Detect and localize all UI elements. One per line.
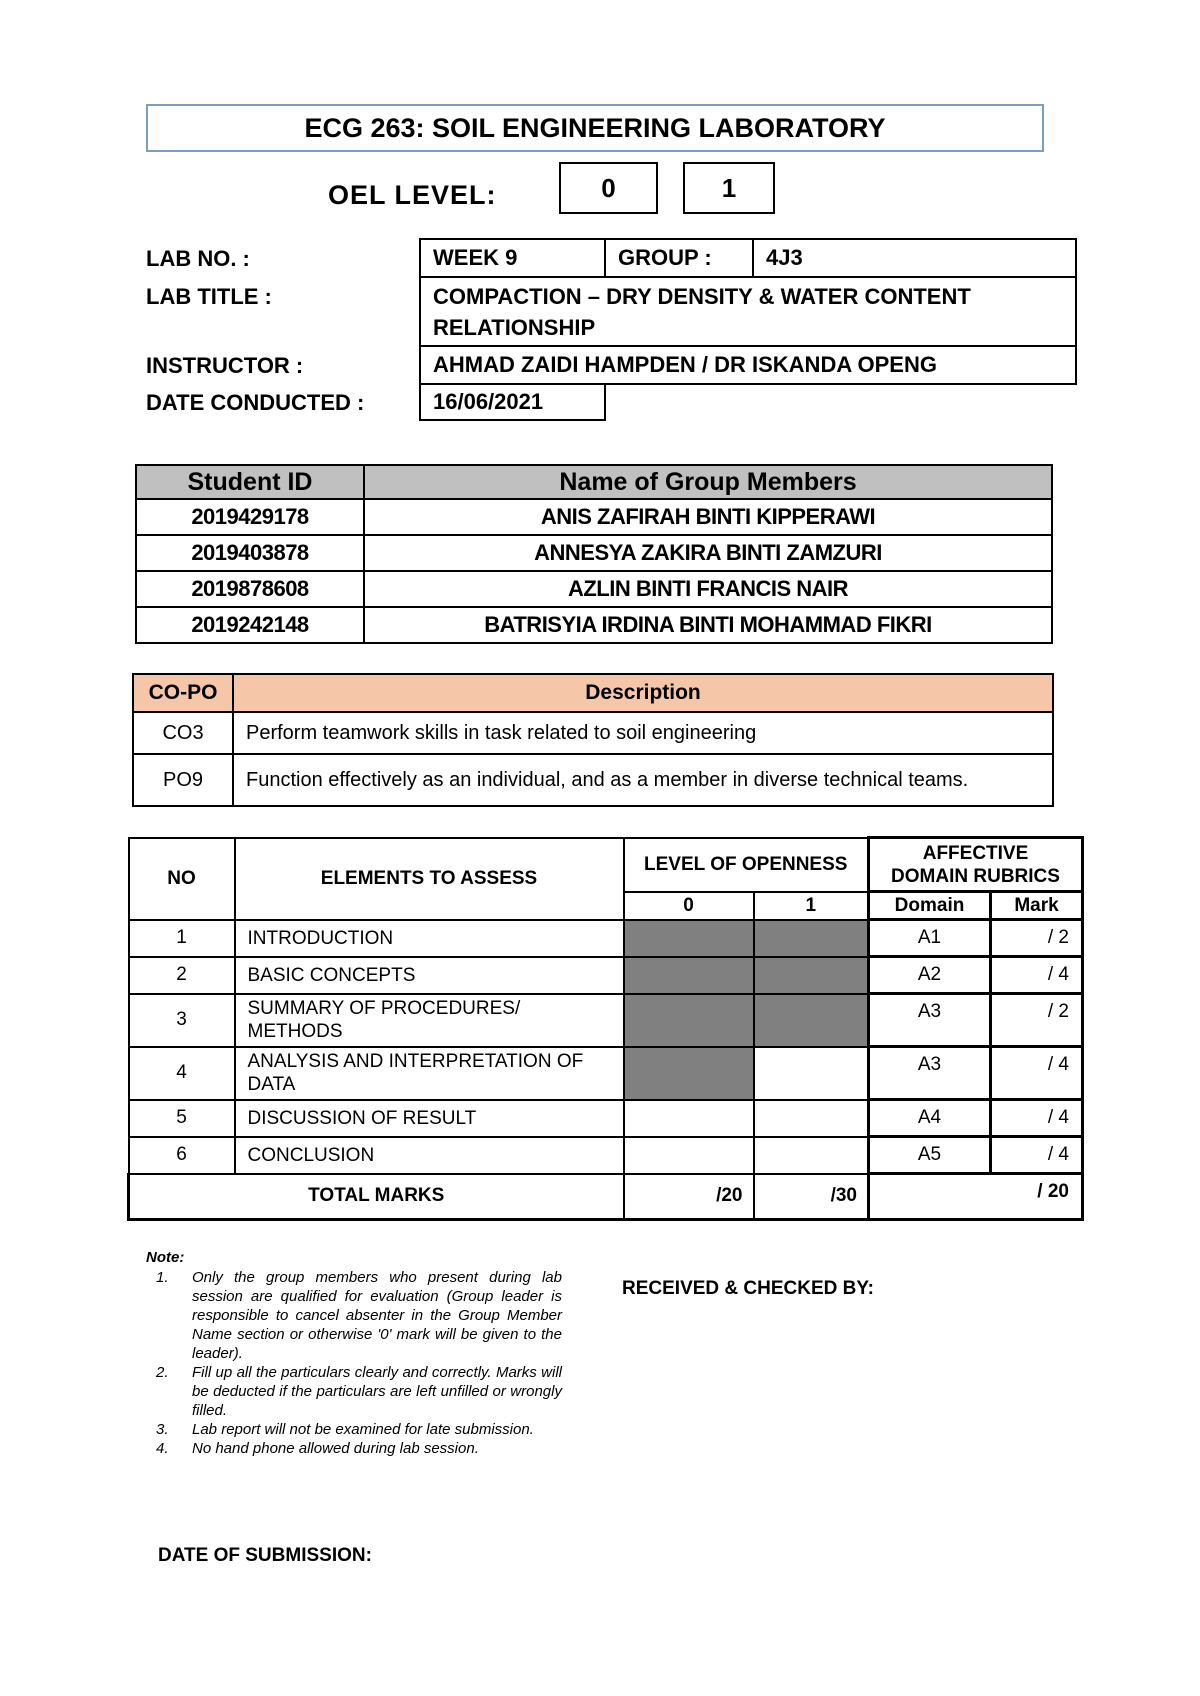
note-text: No hand phone allowed during lab session. <box>192 1440 479 1457</box>
oel-level-label: OEL LEVEL: <box>328 180 497 210</box>
assessment-header-row <box>129 838 1083 892</box>
member-name: BATRISYIA IRDINA BINTI MOHAMMAD FIKRI <box>364 607 1052 643</box>
lab-title-label: LAB TITLE : <box>146 284 272 309</box>
total-openness-0: /20 <box>624 1174 754 1220</box>
table-row <box>133 754 1053 806</box>
openness-cell-shaded <box>624 957 754 994</box>
member-name: ANNESYA ZAKIRA BINTI ZAMZURI <box>364 535 1052 571</box>
course-title: ECG 263: SOIL ENGINEERING LABORATORY <box>146 104 1044 152</box>
affective-header-line-1: AFFECTIVE <box>922 842 1029 864</box>
table-row <box>133 712 1053 754</box>
total-row <box>129 1174 1083 1220</box>
domain-cell: A5 <box>869 1137 991 1174</box>
table-row <box>136 499 1052 535</box>
notes-list <box>150 1268 562 1458</box>
lab-title-line-1: COMPACTION – DRY DENSITY & WATER CONTENT <box>433 283 971 309</box>
note-title: Note: <box>146 1249 185 1266</box>
element-no: 5 <box>129 1100 235 1137</box>
openness-cell <box>624 1100 754 1137</box>
assessment-table <box>127 836 1084 1221</box>
members-header-row <box>136 465 1052 499</box>
student-id: 2019403878 <box>136 535 364 571</box>
mark-cell: / 4 <box>991 1047 1083 1100</box>
domain-cell: A2 <box>869 957 991 994</box>
lab-title-value <box>419 276 1077 347</box>
lab-no-label: LAB NO. : <box>146 246 250 271</box>
table-row <box>129 1047 1083 1100</box>
description-header: Description <box>233 674 1053 712</box>
note-text: Only the group members who present during lab session are qualified for evaluation (Group leader is responsible to cancel absenter in the Group Member Name section or otherwise '0' mark will be given to the leader). <box>192 1269 562 1362</box>
table-row <box>136 535 1052 571</box>
element-name: ANALYSIS AND INTERPRETATION OF DATA <box>235 1047 624 1100</box>
element-no: 1 <box>129 920 235 957</box>
element-name: DISCUSSION OF RESULT <box>235 1100 624 1137</box>
mark-cell: / 4 <box>991 957 1083 994</box>
student-id: 2019878608 <box>136 571 364 607</box>
element-no: 2 <box>129 957 235 994</box>
affective-header-line-2: DOMAIN RUBRICS <box>891 865 1060 887</box>
openness-cell <box>754 1047 869 1100</box>
note-text: Fill up all the particulars clearly and correctly. Marks will be deducted if the particulars are left unfilled or wrongly filled. <box>192 1364 562 1419</box>
copo-description: Function effectively as an individual, and as a member in diverse technical teams. <box>233 754 1053 806</box>
date-conducted-label: DATE CONDUCTED : <box>146 390 365 415</box>
openness-cell-shaded <box>754 957 869 994</box>
openness-header: LEVEL OF OPENNESS <box>624 838 869 892</box>
members-table <box>135 464 1053 644</box>
oel-level-box-0: 0 <box>559 162 658 214</box>
openness-cell <box>754 1100 869 1137</box>
list-item: 2. Fill up all the particulars clearly and correctly. Marks will be deducted if the particulars are left unfilled or wrongly filled. <box>156 1364 562 1419</box>
total-openness-1: /30 <box>754 1174 869 1220</box>
table-row <box>129 1137 1083 1174</box>
date-conducted-value: 16/06/2021 <box>419 383 606 421</box>
instructor-label: INSTRUCTOR : <box>146 353 304 378</box>
table-row <box>136 571 1052 607</box>
element-no: 3 <box>129 994 235 1047</box>
mark-cell: / 4 <box>991 1137 1083 1174</box>
copo-code: CO3 <box>133 712 233 754</box>
openness-cell-shaded <box>754 920 869 957</box>
copo-table <box>132 673 1054 807</box>
openness-cell-shaded <box>624 994 754 1047</box>
openness-cell <box>754 1137 869 1174</box>
copo-header: CO-PO <box>133 674 233 712</box>
openness-cell-shaded <box>754 994 869 1047</box>
openness-level-0: 0 <box>624 892 754 920</box>
copo-header-row <box>133 674 1053 712</box>
domain-cell: A3 <box>869 1047 991 1100</box>
list-item: 4. No hand phone allowed during lab session. <box>156 1440 479 1457</box>
date-of-submission-label: DATE OF SUBMISSION: <box>158 1545 372 1566</box>
domain-header: Domain <box>869 892 991 920</box>
domain-cell: A1 <box>869 920 991 957</box>
table-row <box>136 607 1052 643</box>
mark-header: Mark <box>991 892 1083 920</box>
element-no: 6 <box>129 1137 235 1174</box>
member-name-header: Name of Group Members <box>364 465 1052 499</box>
instructor-value: AHMAD ZAIDI HAMPDEN / DR ISKANDA OPENG <box>419 345 1077 385</box>
openness-level-1: 1 <box>754 892 869 920</box>
element-name: CONCLUSION <box>235 1137 624 1174</box>
lab-title-line-2: RELATIONSHIP <box>433 314 596 340</box>
group-value: 4J3 <box>752 238 1077 278</box>
elements-header: ELEMENTS TO ASSESS <box>235 838 624 920</box>
lab-no-value: WEEK 9 <box>419 238 606 278</box>
element-name: BASIC CONCEPTS <box>235 957 624 994</box>
element-name: INTRODUCTION <box>235 920 624 957</box>
list-item: 1. Only the group members who present during lab session are qualified for evaluation (Group leader is responsible to cancel absenter in the Group Member Name section or otherwise '0' mark will be given to the leader). <box>156 1269 562 1362</box>
total-marks-label: TOTAL MARKS <box>129 1174 624 1220</box>
mark-cell: / 2 <box>991 920 1083 957</box>
openness-cell-shaded <box>624 1047 754 1100</box>
oel-level-box-1: 1 <box>683 162 775 214</box>
total-affective: / 20 <box>869 1174 1083 1220</box>
no-header: NO <box>129 838 235 920</box>
domain-cell: A3 <box>869 994 991 1047</box>
group-label: GROUP : <box>604 238 754 278</box>
student-id: 2019429178 <box>136 499 364 535</box>
note-text: Lab report will not be examined for late submission. <box>192 1421 534 1438</box>
student-id: 2019242148 <box>136 607 364 643</box>
member-name: AZLIN BINTI FRANCIS NAIR <box>364 571 1052 607</box>
mark-cell: / 4 <box>991 1100 1083 1137</box>
element-no: 4 <box>129 1047 235 1100</box>
affective-header <box>869 838 1083 892</box>
openness-cell-shaded <box>624 920 754 957</box>
student-id-header: Student ID <box>136 465 364 499</box>
table-row <box>129 1100 1083 1137</box>
copo-description: Perform teamwork skills in task related to soil engineering <box>233 712 1053 754</box>
received-checked-label: RECEIVED & CHECKED BY: <box>622 1278 874 1299</box>
member-name: ANIS ZAFIRAH BINTI KIPPERAWI <box>364 499 1052 535</box>
table-row <box>129 920 1083 957</box>
mark-cell: / 2 <box>991 994 1083 1047</box>
table-row <box>129 994 1083 1047</box>
domain-cell: A4 <box>869 1100 991 1137</box>
element-name: SUMMARY OF PROCEDURES/ METHODS <box>235 994 624 1047</box>
copo-code: PO9 <box>133 754 233 806</box>
list-item: 3. Lab report will not be examined for late submission. <box>156 1421 534 1438</box>
table-row <box>129 957 1083 994</box>
openness-cell <box>624 1137 754 1174</box>
